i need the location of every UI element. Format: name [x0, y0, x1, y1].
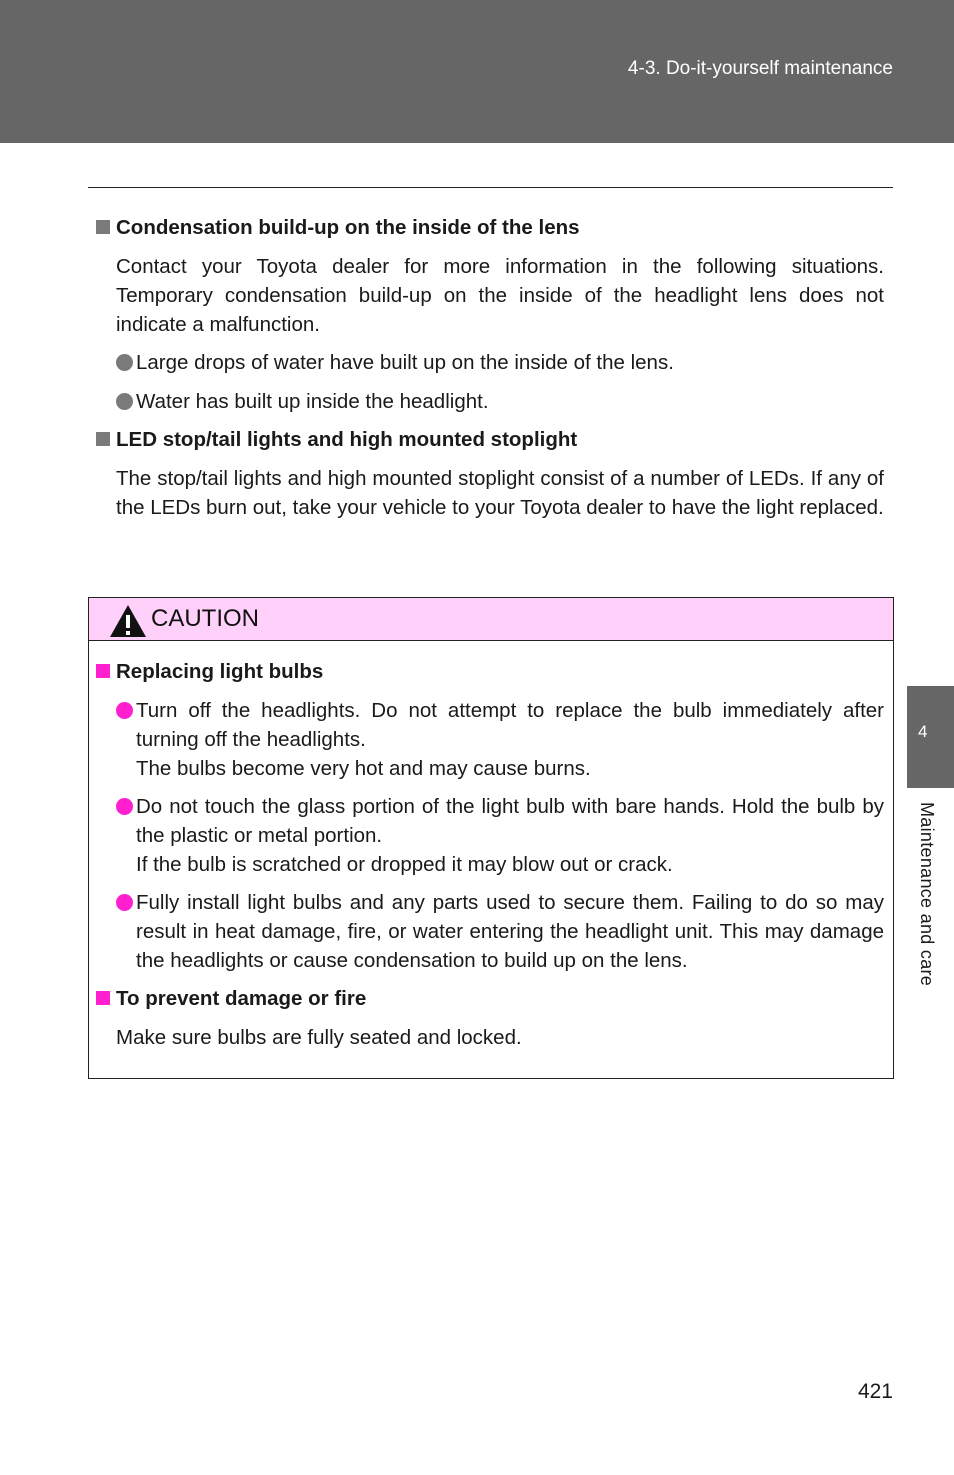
caution-heading	[96, 984, 884, 1013]
note-paragraph: Contact your Toyota dealer for more information in the following situations. Temporary condensation build-up on the inside of the headlight lens does not indicate a malfunction.	[116, 255, 884, 336]
chapter-tab	[907, 686, 954, 788]
caution-header	[89, 598, 893, 641]
bullet-icon	[116, 387, 136, 416]
note-paragraph: The stop/tail lights and high mounted stoplight consist of a number of LEDs. If any of the LEDs burn out, take your vehicle to your Toyota dealer to have the light replaced.	[116, 467, 884, 519]
bullet-icon	[116, 696, 136, 783]
square-marker-icon	[96, 664, 110, 678]
chapter-number: 4	[918, 722, 928, 741]
list-item: Do not touch the glass portion of the light bulb with bare hands. Hold the bulb by the plastic or metal portion. If the bulb is scratched or dropped it may blow out or crack.	[116, 792, 884, 879]
warning-triangle-icon	[109, 604, 147, 638]
bullet-icon	[116, 348, 136, 377]
bullet-icon	[116, 888, 136, 975]
caution-label: CAUTION	[151, 605, 259, 632]
list-item: Fully install light bulbs and any parts used to secure them. Failing to do so may result in heat damage, fire, or water entering the headlight unit. This may damage the headlights or cause condensation to build up on the lens.	[116, 888, 884, 975]
note-heading-text: LED stop/tail lights and high mounted stoplight	[116, 428, 578, 451]
list-item: Water has built up inside the headlight.	[116, 387, 884, 416]
caution-paragraph: Make sure bulbs are fully seated and locked.	[116, 1026, 522, 1049]
top-rule	[88, 187, 893, 188]
chapter-label: Maintenance and care	[917, 802, 937, 987]
note-heading-text: Condensation build-up on the inside of the lens	[116, 216, 580, 239]
list-item: Turn off the headlights. Do not attempt to replace the bulb immediately after turning off the headlights. The bulbs become very hot and may cause burns.	[116, 696, 884, 783]
section-title: 4-3. Do-it-yourself maintenance	[627, 58, 893, 79]
page-number: 421	[857, 1380, 893, 1403]
square-marker-icon	[96, 432, 110, 446]
square-marker-icon	[96, 991, 110, 1005]
bullet-icon	[116, 792, 136, 879]
note-heading	[96, 213, 884, 242]
note-led-lights	[96, 425, 884, 522]
caution-heading-text: To prevent damage or fire	[116, 987, 367, 1010]
caution-heading-text: Replacing light bulbs	[116, 660, 324, 683]
square-marker-icon	[96, 220, 110, 234]
list-item: Large drops of water have built up on the inside of the lens.	[116, 348, 884, 377]
caution-heading	[96, 657, 884, 686]
note-condensation	[96, 213, 884, 416]
note-heading	[96, 425, 884, 454]
caution-content	[96, 657, 884, 1052]
